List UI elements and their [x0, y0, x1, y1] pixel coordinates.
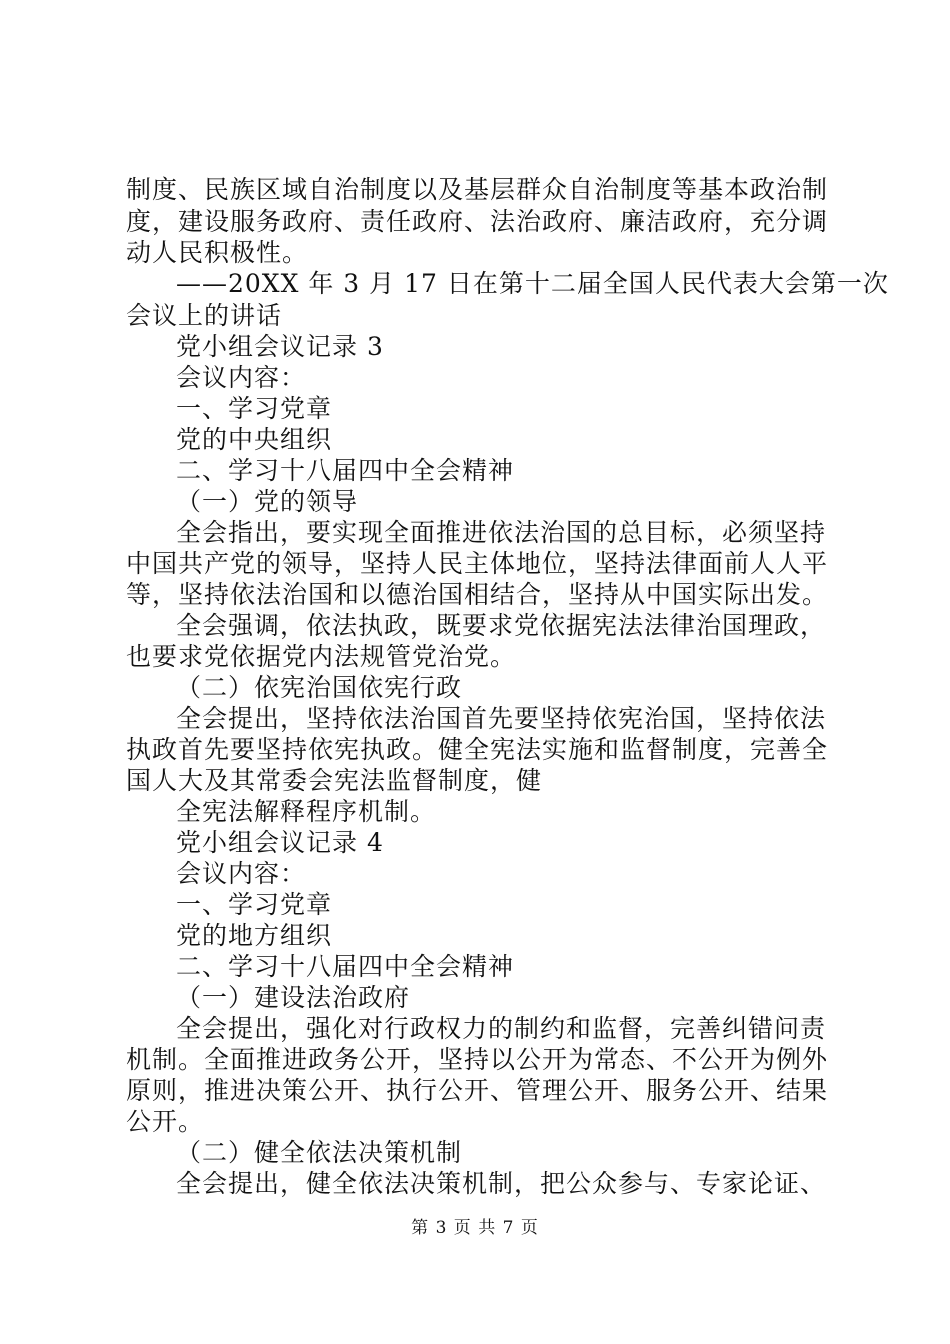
- text-line: 公开。: [126, 1107, 205, 1136]
- text-line: 全会指出，要实现全面推进依法治国的总目标，必须坚持: [176, 518, 827, 547]
- section-heading: 党小组会议记录 4: [176, 828, 384, 857]
- text-line: 全会提出，健全依法决策机制，把公众参与、专家论证、: [176, 1169, 827, 1198]
- text-line: 二、学习十八届四中全会精神: [176, 952, 515, 981]
- text-line: 执政首先要坚持依宪执政。健全宪法实施和监督制度，完善全: [126, 735, 829, 764]
- text-line: 二、学习十八届四中全会精神: [176, 456, 515, 485]
- text-line: ——20XX 年 3 月 17 日在第十二届全国人民代表大会第一次: [176, 269, 889, 298]
- text-line: （一）建设法治政府: [176, 983, 411, 1012]
- text-line: 一、学习党章: [176, 890, 333, 919]
- text-line: 动人民积极性。: [126, 238, 309, 267]
- text-line: 一、学习党章: [176, 394, 333, 423]
- text-line: 全会提出，强化对行政权力的制约和监督，完善纠错问责: [176, 1014, 827, 1043]
- page-footer: 第 3 页 共 7 页: [411, 1218, 539, 1238]
- section-heading: 党小组会议记录 3: [176, 332, 384, 361]
- text-line: 会议内容：: [176, 859, 307, 888]
- text-line: 国人大及其常委会宪法监督制度，健: [126, 766, 543, 795]
- text-line: 全会提出，坚持依法治国首先要坚持依宪治国，坚持依法: [176, 704, 827, 733]
- text-line: 党的中央组织: [176, 425, 333, 454]
- text-line: 党的地方组织: [176, 921, 333, 950]
- text-line: 等，坚持依法治国和以德治国相结合，坚持从中国实际出发。: [126, 580, 829, 609]
- text-line: 也要求党依据党内法规管党治党。: [126, 642, 517, 671]
- text-line: 制度、民族区域自治制度以及基层群众自治制度等基本政治制: [126, 175, 829, 204]
- text-line: 度，建设服务政府、责任政府、法治政府、廉洁政府，充分调: [126, 207, 829, 236]
- text-line: 全会强调，依法执政，既要求党依据宪法法律治国理政，: [176, 611, 827, 640]
- text-line: 全宪法解释程序机制。: [176, 797, 437, 826]
- text-line: 原则，推进决策公开、执行公开、管理公开、服务公开、结果: [126, 1076, 829, 1105]
- text-line: 中国共产党的领导，坚持人民主体地位，坚持法律面前人人平: [126, 549, 829, 578]
- text-line: （二）健全依法决策机制: [176, 1138, 463, 1167]
- text-line: （一）党的领导: [176, 487, 359, 516]
- text-line: 机制。全面推进政务公开，坚持以公开为常态、不公开为例外: [126, 1045, 829, 1074]
- text-line: （二）依宪治国依宪行政: [176, 673, 463, 702]
- text-line: 会议内容：: [176, 363, 307, 392]
- text-line: 会议上的讲话: [126, 301, 283, 330]
